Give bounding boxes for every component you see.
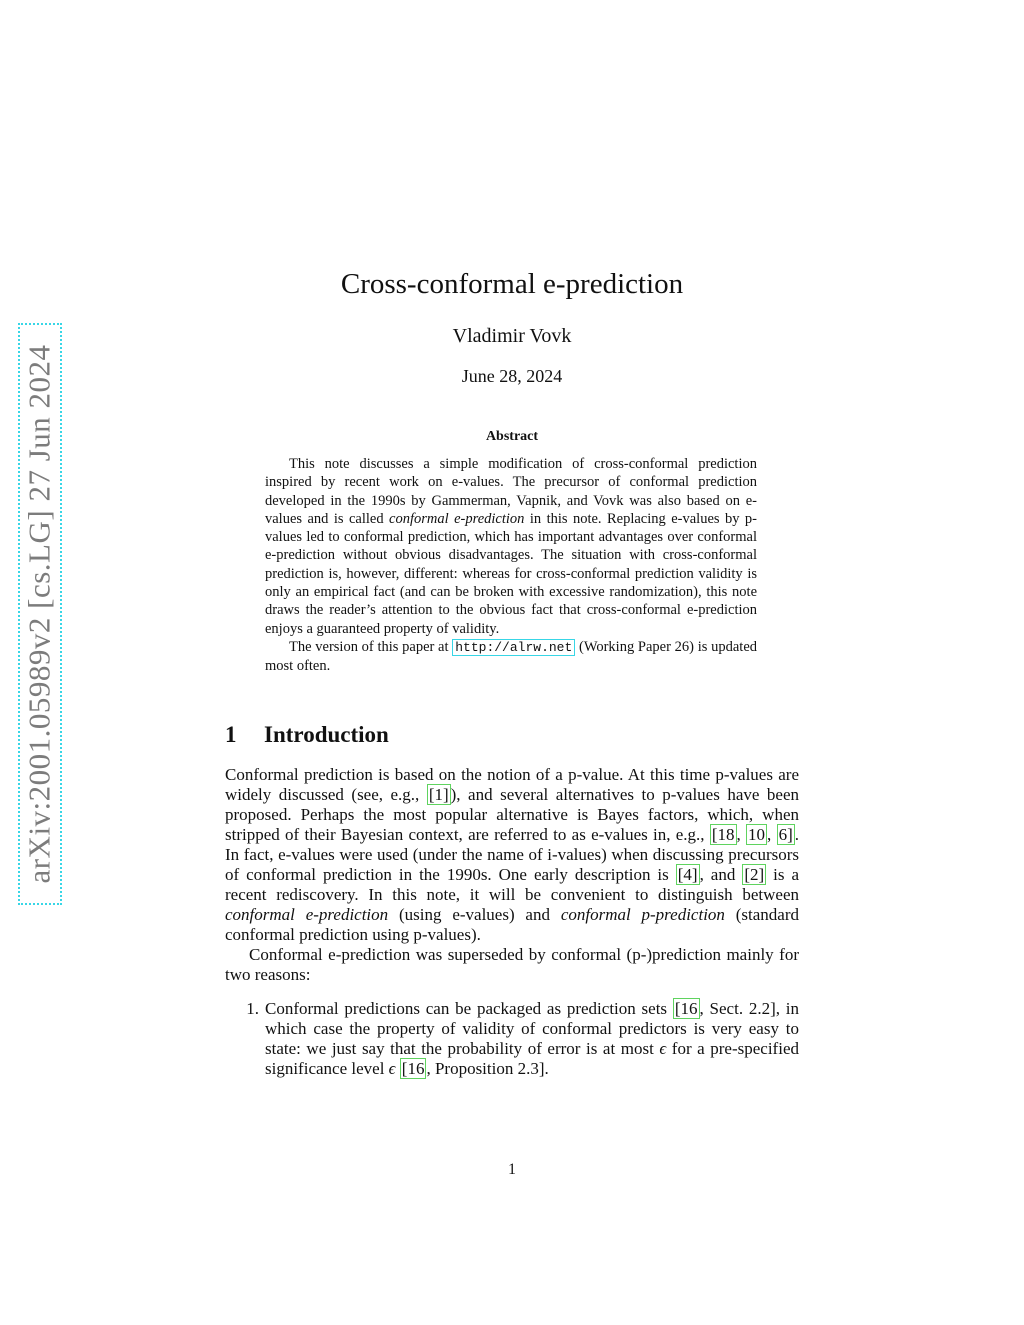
citation-link[interactable]: [16 — [674, 999, 698, 1018]
list-item-text — [265, 999, 799, 1079]
epsilon-symbol: ϵ — [388, 1059, 396, 1078]
abstract-paragraph — [265, 455, 757, 638]
section-number: 1 — [225, 722, 237, 747]
arxiv-identifier-stamp[interactable] — [18, 323, 62, 905]
paper-date: June 28, 2024 — [461, 366, 563, 386]
intro-text: , and — [699, 865, 743, 884]
intro-text: . In fact, e-values were used (under the name of i-values) when discussing precursors of conformal prediction in the 1990s. One early description is — [225, 825, 799, 884]
abstract-emphasis: conformal e-prediction — [389, 510, 525, 527]
list-marker: 1. — [246, 999, 259, 1018]
citation-link[interactable]: [18 — [711, 825, 735, 844]
list-item — [225, 999, 799, 1079]
intro-emphasis: conformal p-prediction — [560, 905, 725, 924]
paper-title: Cross-conformal e-prediction — [340, 268, 684, 300]
abstract-heading: Abstract — [485, 429, 539, 444]
page-number: 1 — [508, 1161, 516, 1178]
intro-paragraph — [225, 765, 799, 945]
abstract-paragraph — [265, 638, 757, 676]
section-heading — [225, 722, 389, 748]
citation-link[interactable]: 10 — [748, 825, 766, 844]
section-title: Introduction — [264, 722, 389, 747]
intro-text: (using e-values) and — [388, 905, 561, 924]
citation-link[interactable]: [1] — [428, 785, 449, 804]
epsilon-symbol: ϵ — [659, 1039, 667, 1058]
author-name: Vladimir Vovk — [452, 325, 572, 347]
citation-link[interactable]: [16 — [401, 1059, 425, 1078]
arxiv-identifier-text: arXiv:2001.05989v2 [cs.LG] 27 Jun 2024 — [22, 344, 57, 884]
list-text: for a pre-specified significance level — [265, 1039, 799, 1078]
abstract-text: The version of this paper at — [289, 638, 453, 655]
intro-text: ), and several alternatives to p-values have been proposed. Perhaps the most popular alternative is Bayes factors, which, when stripped of their Bayesian context, are referred to as e-values in, e.g., — [225, 785, 800, 844]
intro-text: Conformal prediction is based on the notion of a p-value. At this time p-values are widely discussed (see, e.g., — [225, 765, 799, 804]
alrw-link[interactable]: http://alrw.net — [452, 639, 575, 656]
abstract-text: This note discusses a simple modification of cross-conformal prediction inspired by recent work on e-values. The precursor of conformal prediction developed in the 1990s by Gammerman, Vapnik, and Vovk was also based on e-values and is called — [265, 456, 757, 527]
citation-link[interactable]: 6] — [778, 825, 793, 844]
introduction-body — [225, 765, 799, 1079]
abstract-text: in this note. Replacing e-values by p-values led to conformal prediction, which has important advantages over conformal e-prediction without obvious disadvantages. The situation with cross-conformal prediction is, however, different: whereas for cross-conformal prediction validity is only an empirical fact (and can be broken with excessive randomization), this note draws the reader’s attention to the obvious fact that cross-conformal e-prediction enjoys a guaranteed property of validity. — [265, 510, 757, 637]
list-text: , Sect. 2.2], in which case the property of validity of conformal predictors is very easy to state: we just say that the probability of error is at most — [265, 999, 800, 1058]
intro-text: (standard conformal prediction using p-values). — [225, 905, 800, 944]
list-text: Conformal predictions can be packaged as prediction sets — [265, 999, 673, 1018]
intro-text: is a recent rediscovery. In this note, it will be convenient to distinguish between — [225, 865, 799, 904]
intro-text: , — [767, 825, 777, 844]
intro-paragraph: Conformal e-prediction was superseded by conformal (p-)prediction mainly for two reasons: — [225, 945, 799, 984]
reasons-list — [225, 999, 799, 1079]
abstract-text: (Working Paper 26) is updated most often. — [265, 638, 758, 675]
list-text: , Proposition 2.3]. — [426, 1059, 549, 1078]
citation-link[interactable]: [2] — [744, 865, 765, 884]
citation-link[interactable]: [4] — [677, 865, 698, 884]
abstract-body — [265, 455, 757, 676]
intro-emphasis: conformal e-prediction — [225, 905, 389, 924]
intro-text: , — [736, 825, 747, 844]
